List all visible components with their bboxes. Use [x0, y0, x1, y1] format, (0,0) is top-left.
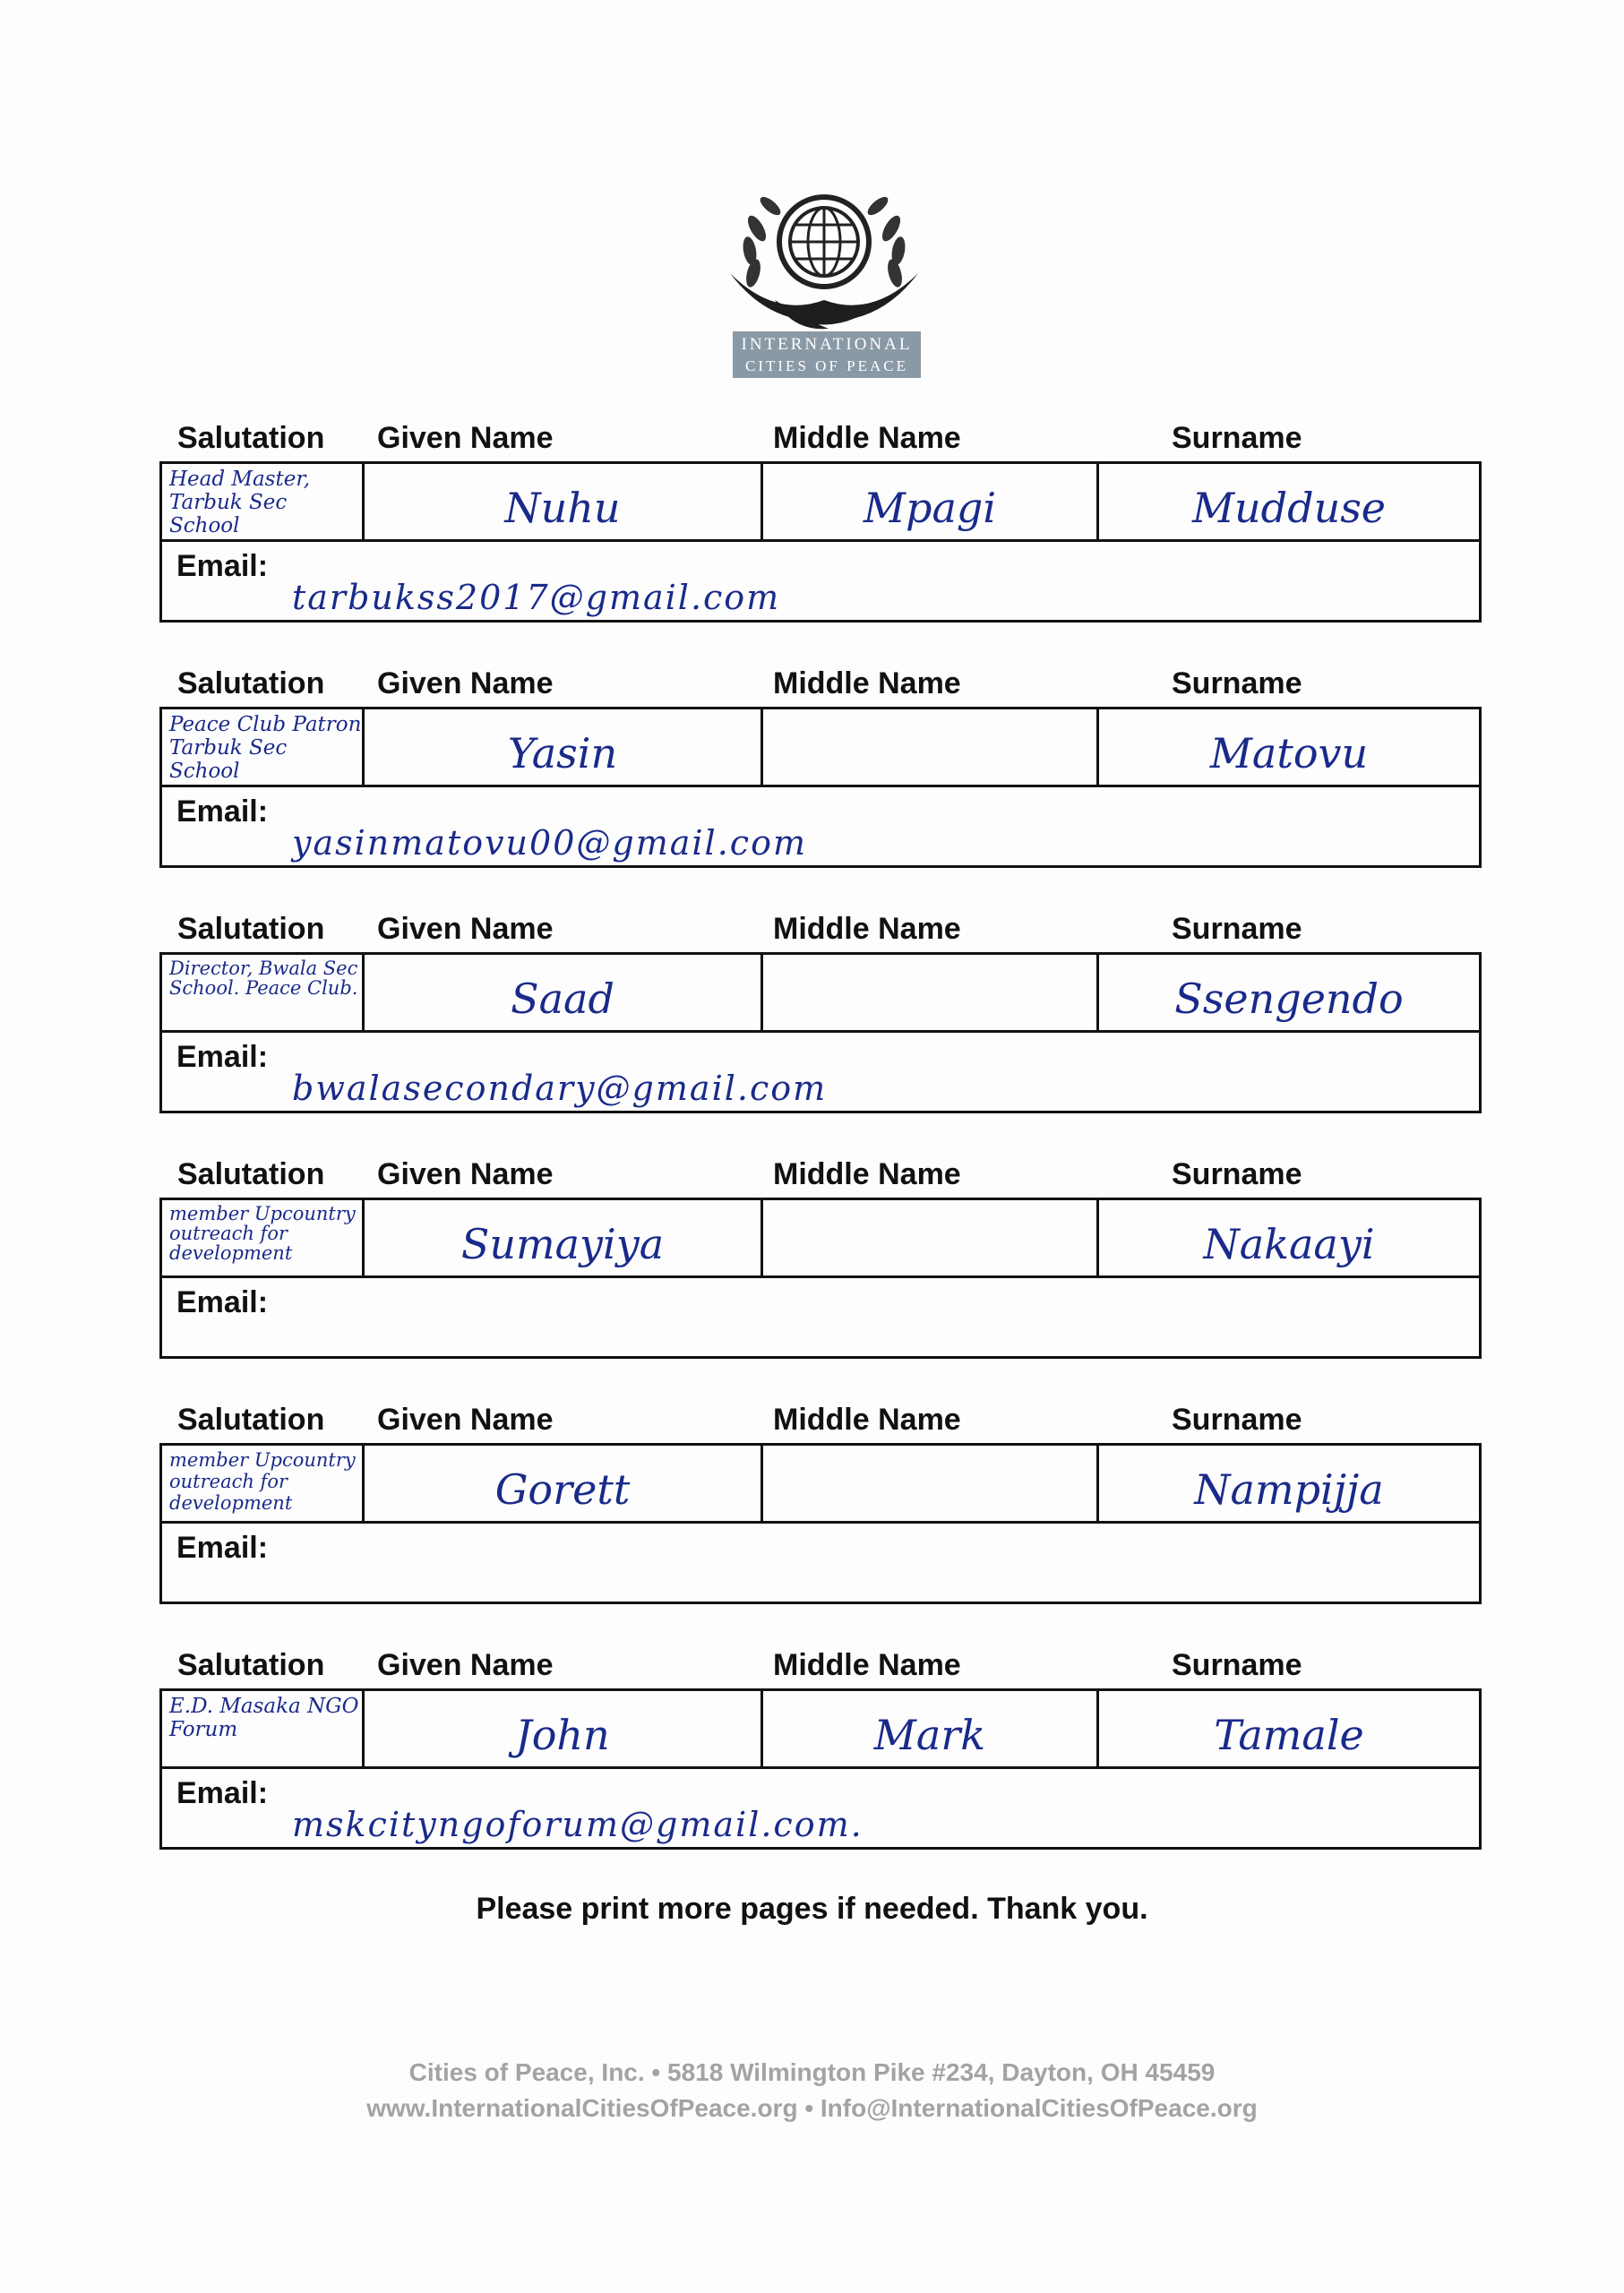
email-label: Email:: [176, 549, 269, 583]
given-name-value: John: [515, 1711, 610, 1759]
middle-name-value: Mark: [873, 1711, 986, 1759]
surname-field[interactable]: [1099, 464, 1479, 539]
middle-name-field[interactable]: [763, 464, 1099, 539]
given-name-value: Sumayiya: [460, 1220, 665, 1268]
surname-field[interactable]: [1099, 1446, 1479, 1521]
surname-header: Surname: [1172, 1157, 1302, 1191]
given-name-header: Given Name: [377, 1648, 554, 1682]
email-value: bwalasecondary@gmail.com: [292, 1069, 828, 1108]
surname-field[interactable]: [1099, 709, 1479, 785]
dove-globe-icon: [721, 166, 927, 336]
salutation-field[interactable]: [162, 1200, 365, 1275]
surname-value: Tamale: [1214, 1711, 1364, 1759]
salutation-field[interactable]: [162, 955, 365, 1030]
salutation-value: E.D. Masaka NGO Forum: [169, 1695, 359, 1741]
surname-header: Surname: [1172, 912, 1302, 946]
name-row: [159, 1443, 1482, 1524]
footer-web-links: www.InternationalCitiesOfPeace.org • Info@InternationalCitiesOfPeace.org: [366, 2094, 1258, 2122]
email-value: mskcityngoforum@gmail.com.: [292, 1805, 864, 1844]
middle-name-field[interactable]: [763, 1691, 1099, 1766]
given-name-field[interactable]: [365, 1200, 763, 1275]
middle-name-field[interactable]: [763, 1200, 1099, 1275]
given-name-value: Yasin: [507, 729, 618, 777]
salutation-value: Director, Bwala Sec School. Peace Club.: [169, 958, 358, 999]
surname-field[interactable]: [1099, 955, 1479, 1030]
salutation-header: Salutation: [177, 1403, 325, 1437]
middle-name-header: Middle Name: [773, 1648, 961, 1682]
given-name-value: Nuhu: [504, 484, 621, 532]
surname-field[interactable]: [1099, 1200, 1479, 1275]
middle-name-field[interactable]: [763, 709, 1099, 785]
given-name-header: Given Name: [377, 912, 554, 946]
middle-name-field[interactable]: [763, 1446, 1099, 1521]
surname-header: Surname: [1172, 421, 1302, 455]
given-name-value: Saad: [511, 975, 614, 1023]
email-value: yasinmatovu00@gmail.com: [292, 823, 807, 863]
given-name-field[interactable]: [365, 955, 763, 1030]
name-row: [159, 1688, 1482, 1769]
salutation-value: member Upcountry outreach for development: [169, 1449, 356, 1514]
salutation-header: Salutation: [177, 666, 325, 700]
email-field[interactable]: [159, 1766, 1482, 1850]
salutation-header: Salutation: [177, 912, 325, 946]
given-name-field[interactable]: [365, 464, 763, 539]
entry-block: [159, 1157, 1482, 1372]
given-name-value: Gorett: [494, 1465, 631, 1514]
middle-name-value: Mpagi: [863, 484, 997, 532]
email-label: Email:: [176, 1776, 269, 1810]
entry-block: [159, 666, 1482, 881]
given-name-field[interactable]: [365, 1691, 763, 1766]
middle-name-field[interactable]: [763, 955, 1099, 1030]
surname-value: Nakaayi: [1203, 1220, 1375, 1268]
middle-name-header: Middle Name: [773, 912, 961, 946]
salutation-field[interactable]: [162, 1446, 365, 1521]
given-name-header: Given Name: [377, 666, 554, 700]
given-name-header: Given Name: [377, 1403, 554, 1437]
salutation-field[interactable]: [162, 1691, 365, 1766]
entry-block: [159, 421, 1482, 636]
email-label: Email:: [176, 1040, 269, 1074]
salutation-header: Salutation: [177, 1157, 325, 1191]
logo-text-line2: CITIES OF PEACE: [745, 357, 908, 374]
email-label: Email:: [176, 794, 269, 829]
salutation-header: Salutation: [177, 421, 325, 455]
logo-text-line1: INTERNATIONAL: [741, 335, 913, 354]
middle-name-header: Middle Name: [773, 1157, 961, 1191]
email-value: tarbukss2017@gmail.com: [292, 578, 781, 617]
entry-block: [159, 1403, 1482, 1618]
name-row: [159, 707, 1482, 787]
email-field[interactable]: [159, 785, 1482, 868]
name-row: [159, 1198, 1482, 1278]
email-field[interactable]: [159, 1521, 1482, 1604]
email-field[interactable]: [159, 1275, 1482, 1359]
name-row: [159, 952, 1482, 1033]
email-field[interactable]: [159, 1030, 1482, 1113]
footer-address: Cities of Peace, Inc. • 5818 Wilmington Pike #234, Dayton, OH 45459: [408, 2058, 1216, 2086]
surname-header: Surname: [1172, 1403, 1302, 1437]
email-label: Email:: [176, 1531, 269, 1565]
surname-field[interactable]: [1099, 1691, 1479, 1766]
salutation-header: Salutation: [177, 1648, 325, 1682]
given-name-header: Given Name: [377, 421, 554, 455]
middle-name-header: Middle Name: [773, 666, 961, 700]
salutation-value: Peace Club Patron Tarbuk Sec School: [169, 713, 362, 783]
middle-name-header: Middle Name: [773, 421, 961, 455]
given-name-header: Given Name: [377, 1157, 554, 1191]
salutation-field[interactable]: [162, 464, 365, 539]
given-name-field[interactable]: [365, 709, 763, 785]
entry-block: [159, 912, 1482, 1127]
email-label: Email:: [176, 1285, 269, 1319]
email-field[interactable]: [159, 539, 1482, 623]
salutation-field[interactable]: [162, 709, 365, 785]
name-row: [159, 461, 1482, 542]
given-name-field[interactable]: [365, 1446, 763, 1521]
surname-value: Nampijja: [1194, 1465, 1384, 1514]
logo-wordmark: [733, 331, 921, 378]
surname-value: Ssengendo: [1174, 975, 1404, 1023]
footer-note: Please print more pages if needed. Thank you.: [476, 1892, 1148, 1926]
salutation-value: Head Master, Tarbuk Sec School: [169, 468, 311, 537]
surname-value: Matovu: [1209, 729, 1369, 777]
surname-header: Surname: [1172, 1648, 1302, 1682]
surname-value: Mudduse: [1191, 484, 1387, 532]
entry-block: [159, 1648, 1482, 1863]
middle-name-header: Middle Name: [773, 1403, 961, 1437]
surname-header: Surname: [1172, 666, 1302, 700]
salutation-value: member Upcountry outreach for development: [169, 1203, 356, 1264]
